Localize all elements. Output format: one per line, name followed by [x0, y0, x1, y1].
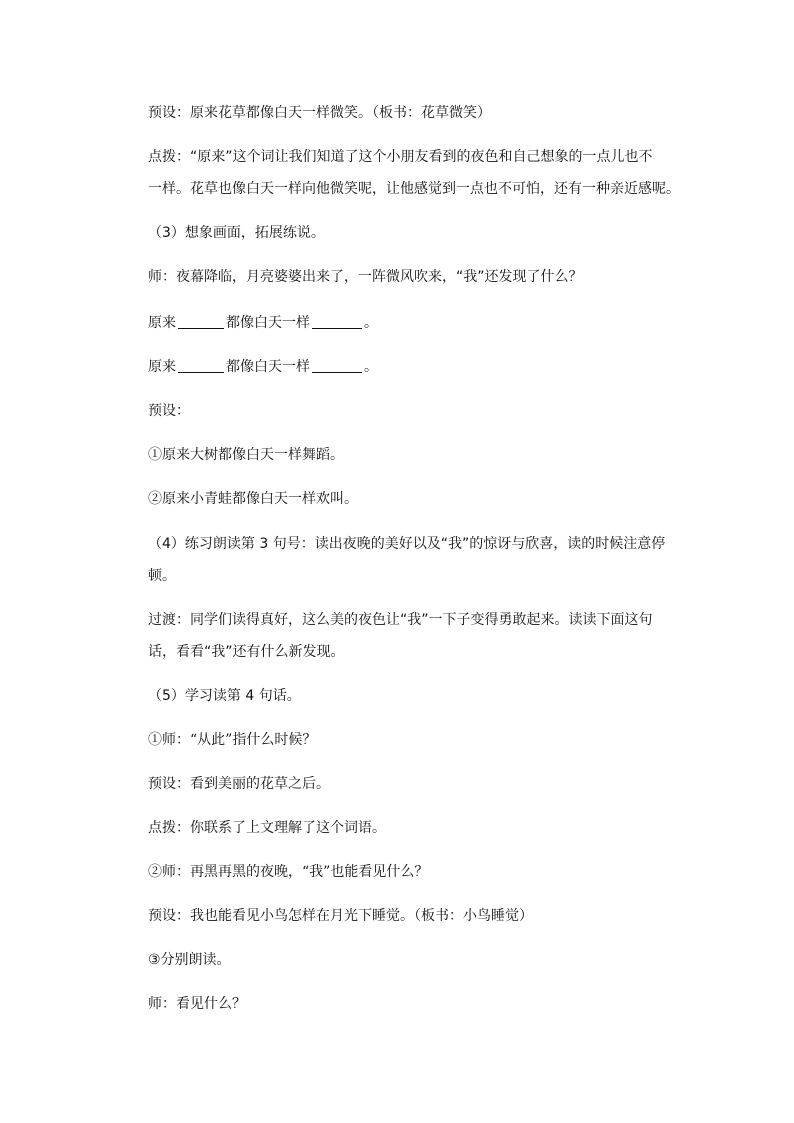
paragraph-teacher-3: ②师：再黑再黑的夜晚，“我”也能看见什么？: [148, 864, 429, 880]
paragraph-hint-2: 点拨：你联系了上文理解了这个词语。: [148, 820, 386, 836]
paragraph-example-2: ②原来小青蛙都像白天一样欢叫。: [148, 491, 358, 507]
paragraph-step-5: （5）学习读第 4 句话。: [148, 688, 301, 704]
paragraph-step-read: ③分别朗读。: [148, 952, 231, 968]
fill-text-a: 原来: [148, 315, 176, 331]
paragraph-preset-2: 预设：: [148, 403, 190, 419]
paragraph-example-1: ①原来大树都像白天一样舞蹈。: [148, 447, 344, 463]
fill-text-b: 都像白天一样: [226, 315, 310, 331]
fill-blank: [312, 358, 362, 373]
fill-text-a: 原来: [148, 359, 176, 375]
fill-in-sentence-2: [148, 350, 668, 384]
paragraph-transition-b: 话，看看“我”还有什么新发现。: [148, 644, 345, 660]
paragraph-step-4a: （4）练习朗读第 3 句号：读出夜晚的美好以及“我”的惊讶与欣喜，读的时候注意停: [148, 536, 666, 552]
fill-blank: [178, 314, 224, 329]
fill-blank: [312, 314, 362, 329]
fill-text-c: 。: [364, 359, 378, 375]
paragraph-teacher-4: 师：看见什么？: [148, 996, 246, 1012]
fill-text-b: 都像白天一样: [226, 359, 310, 375]
paragraph-preset-4: 预设：我也能看见小鸟怎样在月光下睡觉。（板书：小鸟睡觉）: [148, 908, 533, 924]
paragraph-transition-a: 过渡：同学们读得真好，这么美的夜色让“我”一下子变得勇敢起来。读读下面这句: [148, 612, 653, 628]
fill-in-sentence-1: [148, 306, 668, 340]
paragraph-hint-1a: 点拨：“原来”这个词让我们知道了这个小朋友看到的夜色和自己想象的一点儿也不: [148, 149, 653, 165]
paragraph-teacher-1: 师：夜幕降临，月亮婆婆出来了，一阵微风吹来，“我”还发现了什么？: [148, 269, 583, 285]
fill-text-c: 。: [364, 315, 378, 331]
fill-blank: [178, 358, 224, 373]
paragraph-step-4b: 顿。: [148, 568, 176, 584]
paragraph-preset-3: 预设：看到美丽的花草之后。: [148, 776, 330, 792]
paragraph-preset-1: 预设：原来花草都像白天一样微笑。（板书：花草微笑）: [148, 105, 491, 121]
paragraph-hint-1b: 一样。花草也像白天一样向他微笑呢，让他感觉到一点也不可怕，还有一种亲近感呢。: [148, 181, 680, 197]
paragraph-teacher-2: ①师：“从此”指什么时候？: [148, 732, 317, 748]
paragraph-step-3: （3）想象画面，拓展练说。: [148, 225, 325, 241]
